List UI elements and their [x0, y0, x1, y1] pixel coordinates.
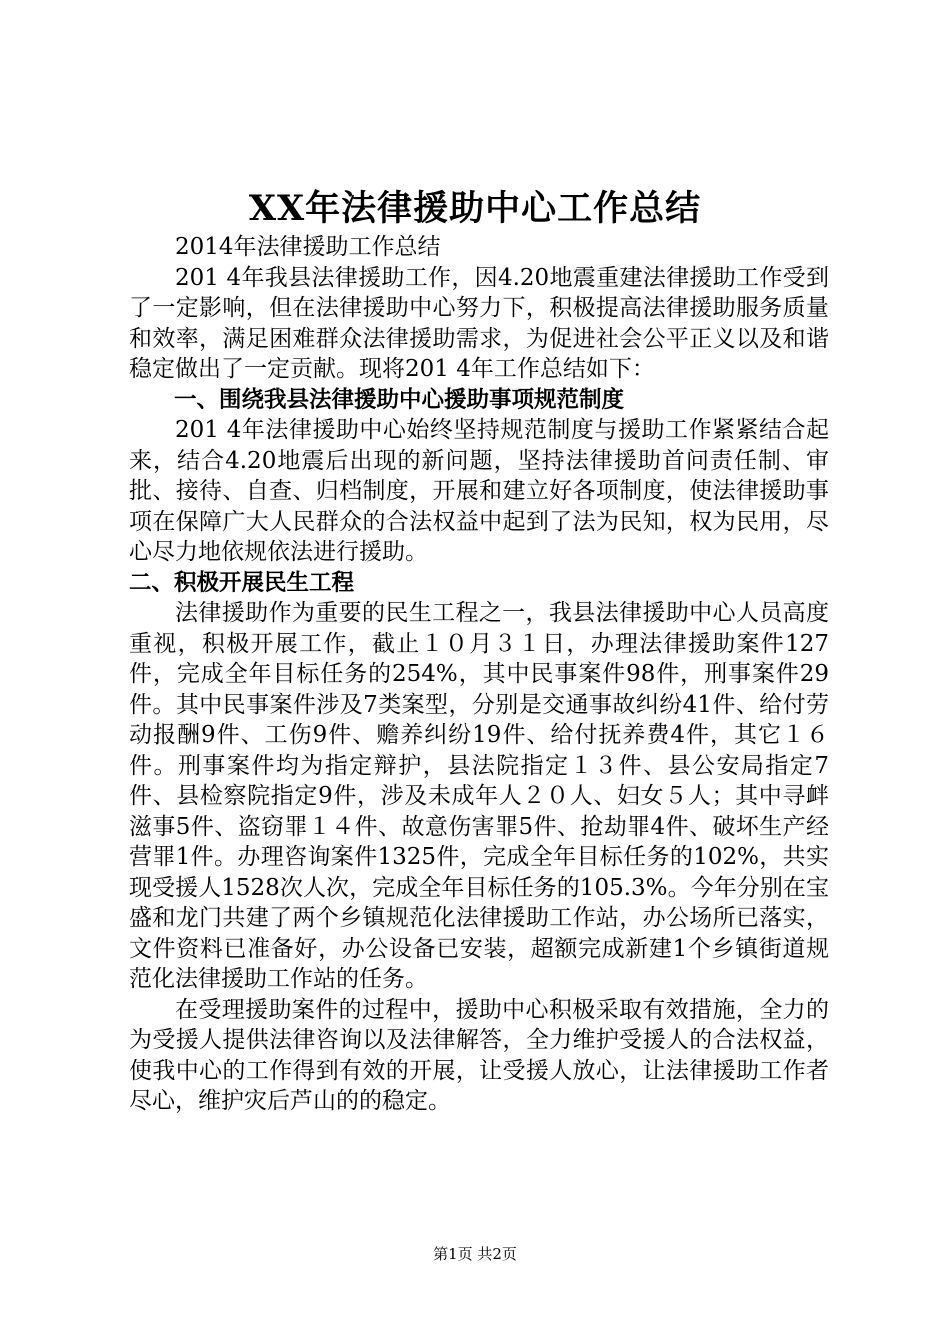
- section-1-paragraph: 201 4年法律援助中心始终坚持规范制度与援助工作紧紧结合起来，结合4.20地震后出现的新问题，坚持法律援助首问责任制、审批、接待、自查、归档制度，开展和建立好各项制度，使法律援助事项在保障广大人民群众的合法权益中起到了法为民知，权为民用，尽心尽力地依规依法进行援助。: [129, 417, 829, 565]
- page-indicator: 第1页 共2页: [433, 1245, 517, 1263]
- subtitle-paragraph: 2014年法律援助工作总结: [175, 234, 441, 260]
- section-heading-1: 一、围绕我县法律援助中心援助事项规范制度: [174, 386, 625, 413]
- section-heading-2: 二、积极开展民生工程: [129, 569, 355, 596]
- document-title: XX年法律援助中心工作总结: [248, 188, 702, 229]
- intro-paragraph: 201 4年我县法律援助工作，因4.20地震重建法律援助工作受到了一定影响，但在法律援助中心努力下，积极提高法律援助服务质量和效率，满足困难群众法律援助需求，为促进社会公平正义以及和谐稳定做出了一定贡献。现将201 4年工作总结如下：: [129, 264, 829, 382]
- closing-paragraph: 在受理援助案件的过程中，援助中心积极采取有效措施，全力的为受援人提供法律咨询以及法律解答，全力维护受援人的合法权益，使我中心的工作得到有效的开展，让受援人放心，让法律援助工作者尽心，维护灾后芦山的的稳定。: [129, 996, 829, 1114]
- section-2-paragraph: 法律援助作为重要的民生工程之一，我县法律援助中心人员高度重视，积极开展工作，截止１０月３１日，办理法律援助案件127件，完成全年目标任务的254%，其中民事案件98件，刑事案件29件。其中民事案件涉及7类案型，分别是交通事故纠纷41件、给付劳动报酬9件、工伤9件、赡养纠纷19件、给付抚养费4件，其它１６件。刑事案件均为指定辩护，县法院指定１３件、县公安局指定7件、县检察院指定9件，涉及未成年人２０人、妇女５人；其中寻衅滋事5件、盗窃罪１４件、故意伤害罪5件、抢劫罪4件、破坏生产经营罪1件。办理咨询案件1325件，完成全年目标任务的102%，共实现受援人1528次人次，完成全年目标任务的105.3%。今年分别在宝盛和龙门共建了两个乡镇规范化法律援助工作站，办公场所已落实，文件资料已准备好，办公设备已安装，超额完成新建1个乡镇街道规范化法律援助工作站的任务。: [129, 600, 829, 992]
- document-body: [129, 232, 829, 1117]
